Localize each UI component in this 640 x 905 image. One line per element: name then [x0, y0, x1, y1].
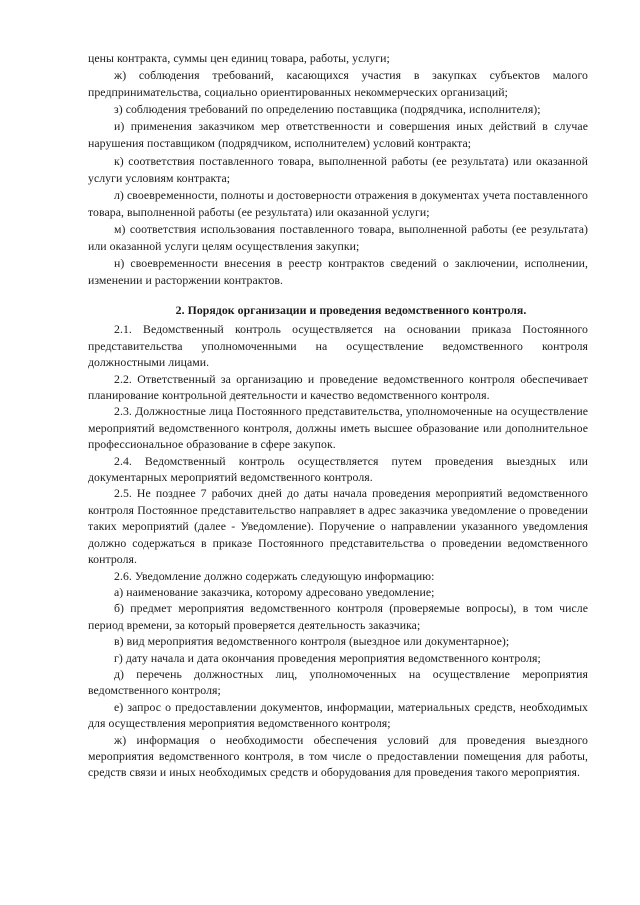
notice-item-v: в) вид мероприятия ведомственного контроля (выездное или документарное);	[114, 634, 510, 649]
item-k-conformity-to-contract: к) соответствия поставленного товара, выполненной работы (ее результата) или оказанной услуги условиям контракта;	[88, 153, 588, 185]
clause-2-6: 2.6. Уведомление должно содержать следующую информацию:	[114, 568, 435, 583]
clause-2-3: 2.3. Должностные лица Постоянного представительства, уполномоченные на осуществление мероприятий ведомственного контроля, должны иметь высшее образование или дополнительное профессиональное образование в сфере закупок.	[88, 404, 588, 452]
section-heading: 2. Порядок организации и проведения ведомственного контроля.	[175, 303, 527, 318]
paragraph-price-continuation: цены контракта, суммы цен единиц товара, работы, услуги;	[88, 51, 390, 65]
item-zh-small-business: ж) соблюдения требований, касающихся участия в закупках субъектов малого предпринимательства, социально ориентированных некоммерческих организаций;	[88, 68, 588, 100]
item-z-supplier-determination: з) соблюдения требований по определению поставщика (подрядчика, исполнителя);	[114, 102, 541, 117]
clause-2-2: 2.2. Ответственный за организацию и проведение ведомственного контроля обеспечивает планирование контрольной деятельности и качество ведомственного контроля.	[88, 371, 588, 403]
notice-item-e: е) запрос о предоставлении документов, информации, материальных средств, необходимых для осуществления мероприятия ведомственного контроля;	[88, 699, 588, 731]
item-n-registry-timeliness: н) своевременности внесения в реестр контрактов сведений о заключении, исполнении, изменении и расторжении контрактов.	[88, 256, 588, 288]
clause-2-5: 2.5. Не позднее 7 рабочих дней до даты начала проведения мероприятий ведомственного контроля Постоянное представительство направляет в адрес заказчика уведомление о проведении таких мероприятий (далее - Уведомление). Поручение о направлении указанного уведомления должно содержаться в приказе Постоянного представительства о проведении ведомственного контроля.	[88, 486, 588, 567]
notice-item-a: а) наименование заказчика, которому адресовано уведомление;	[114, 584, 435, 599]
notice-item-g: г) дату начала и дата окончания проведения мероприятия ведомственного контроля;	[114, 650, 541, 665]
item-i-responsibility-measures: и) применения заказчиком мер ответственности и совершения иных действий в случае нарушения поставщиком (подрядчиком, исполнителем) условий контракта;	[88, 119, 588, 151]
notice-item-d: д) перечень должностных лиц, уполномоченных на осуществление мероприятия ведомственного контроля;	[88, 666, 588, 698]
clause-2-1: 2.1. Ведомственный контроль осуществляется на основании приказа Постоянного представительства уполномоченными на осуществление ведомственного контроля должностными лицами.	[88, 322, 588, 370]
item-l-accounting-timeliness: л) своевременности, полноты и достоверности отражения в документах учета поставленного товара, выполненной работы (ее результата) или оказанной услуги;	[88, 187, 588, 219]
document-page	[88, 50, 588, 781]
notice-item-b: б) предмет мероприятия ведомственного контроля (проверяемые вопросы), в том числе период времени, за который проверяется деятельность заказчика;	[88, 601, 588, 632]
item-m-usage-conformity: м) соответствия использования поставленного товара, выполненной работы (ее результата) или оказанной услуги целям осуществления закупки;	[88, 221, 588, 254]
clause-2-4: 2.4. Ведомственный контроль осуществляется путем проведения выездных или документарных мероприятий ведомственного контроля.	[88, 453, 588, 485]
section-2-body	[88, 321, 588, 780]
notice-item-zh: ж) информация о необходимости обеспечения условий для проведения выездного мероприятия ведомственного контроля, в том числе о предоставлении помещения для работы, средств связи и иных необходимых средств и оборудования для проведения такого мероприятия.	[88, 732, 588, 780]
